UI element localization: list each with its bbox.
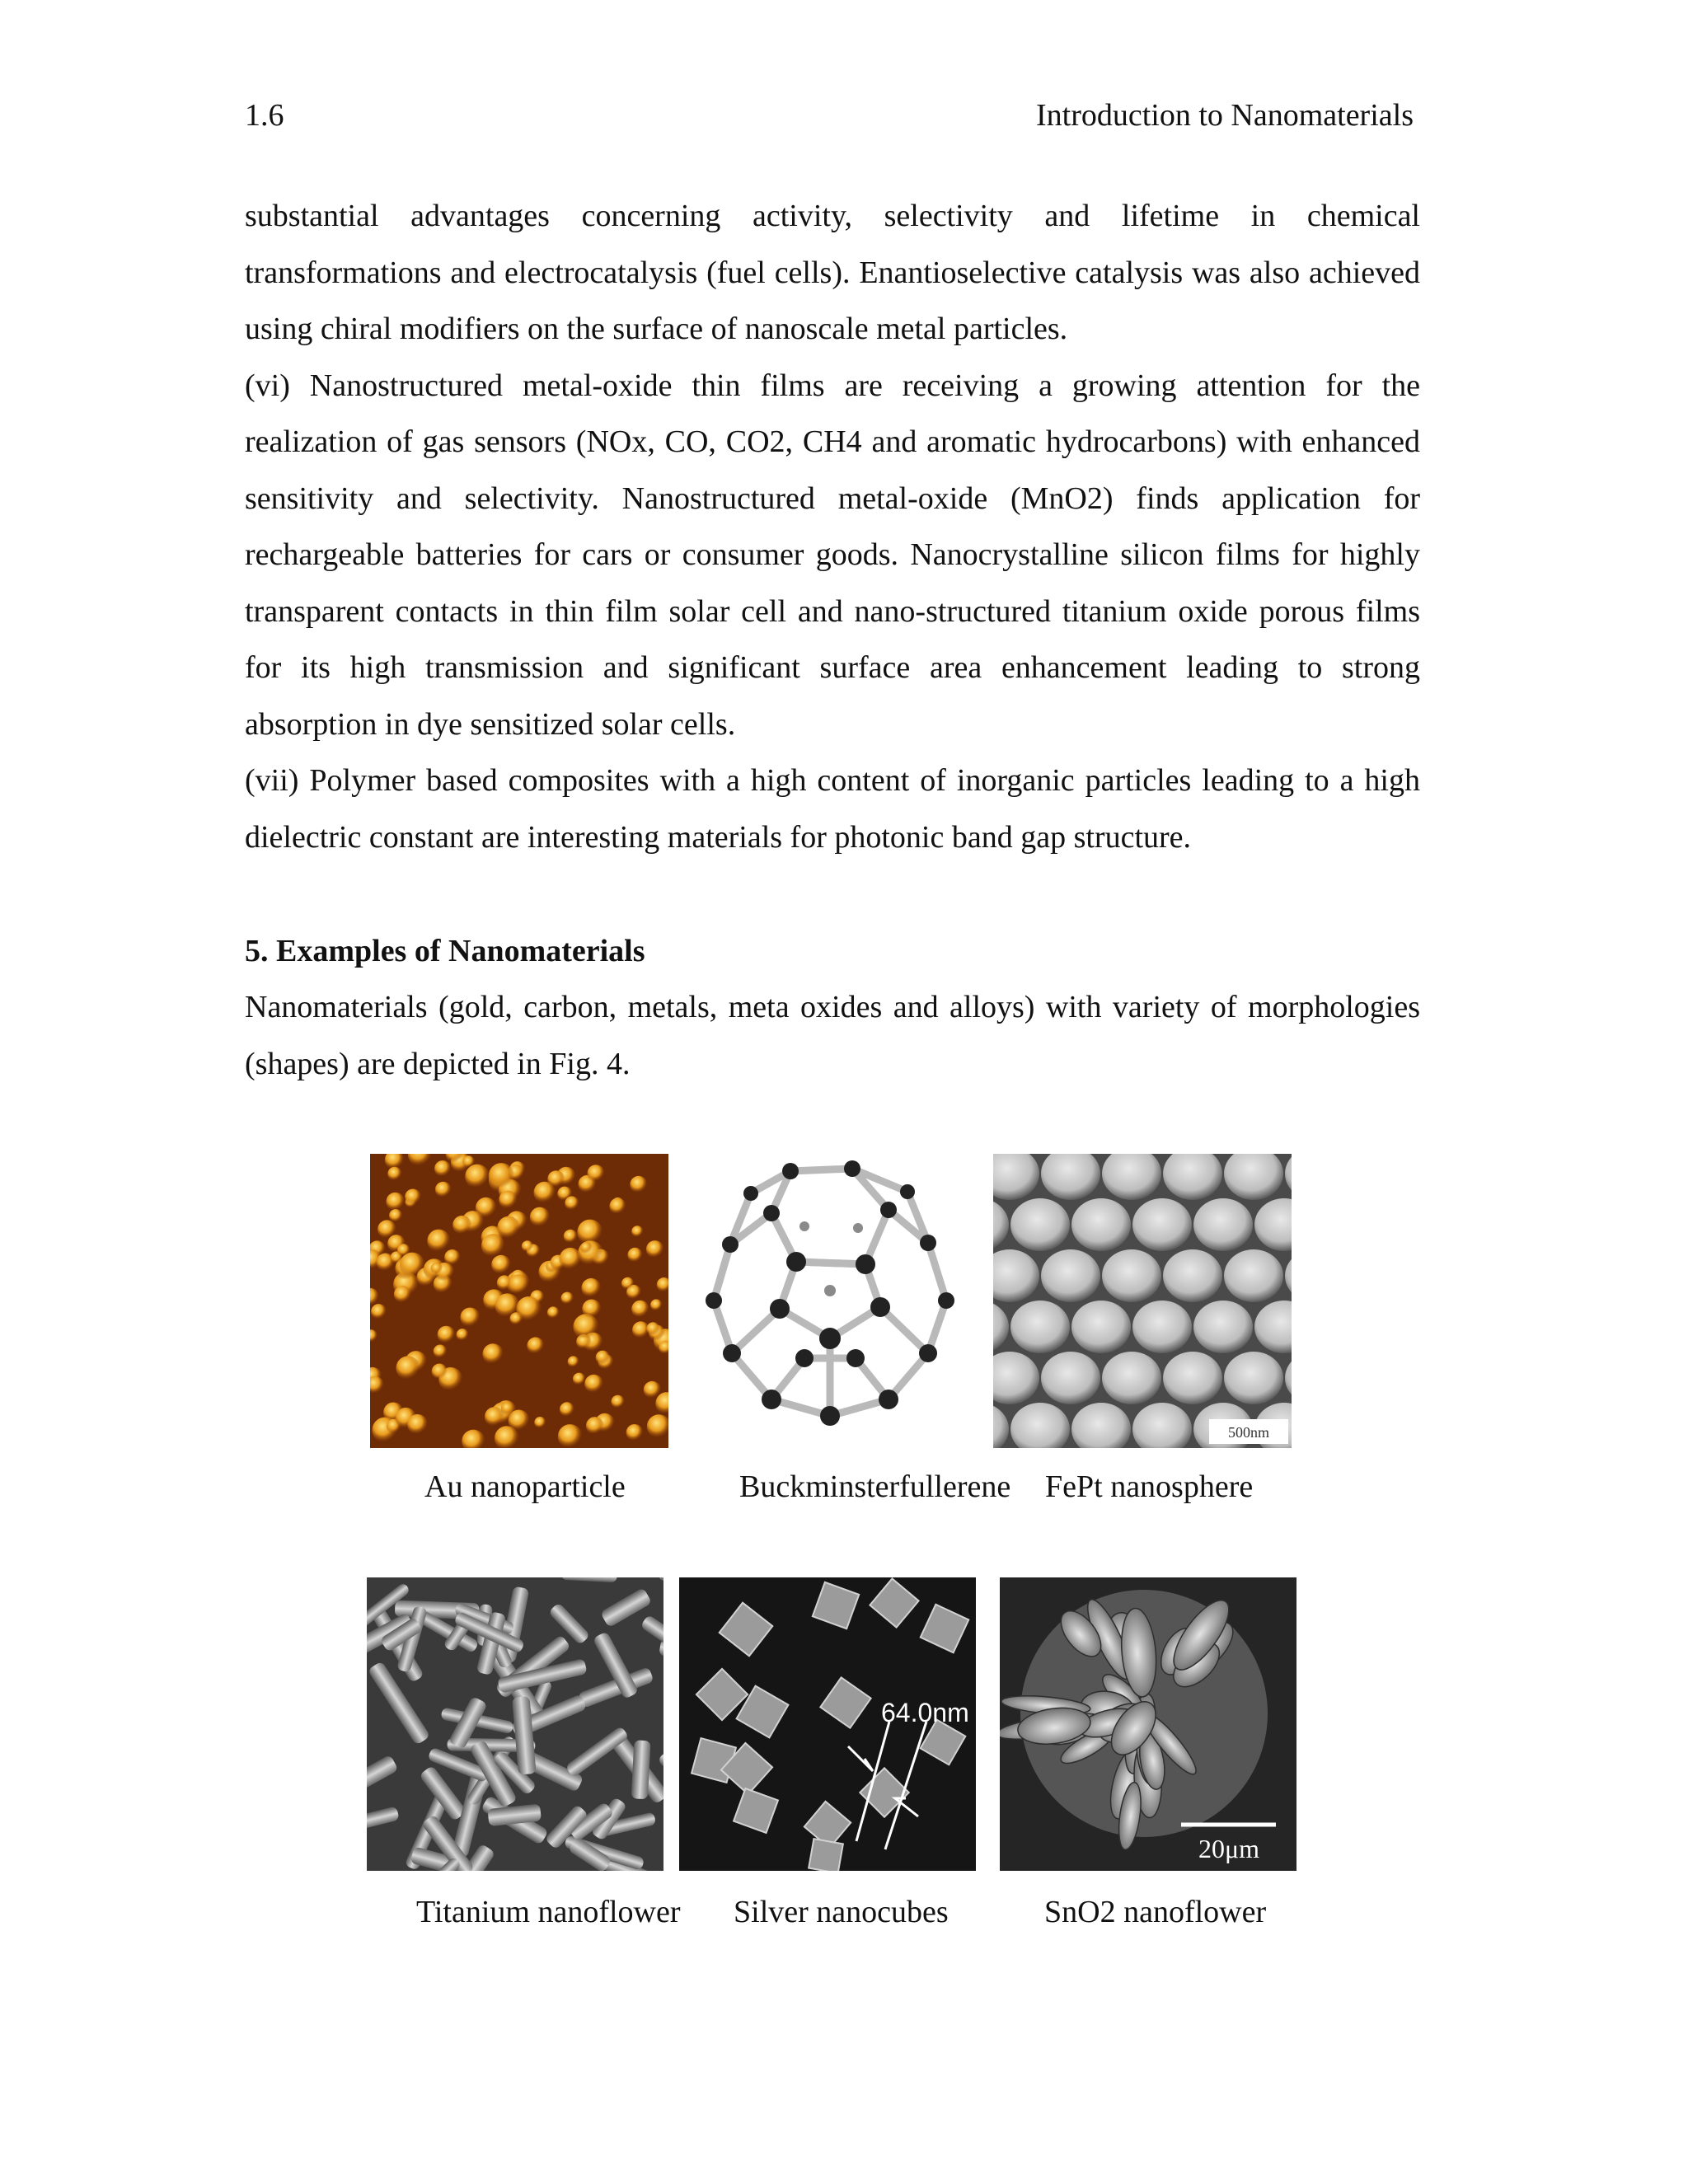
titanium-caption: Titanium nanoflower: [416, 1895, 681, 1929]
sno2-scale-label: 20μm: [1198, 1834, 1260, 1863]
silver-nanocubes-image: [679, 1577, 976, 1871]
silver-caption: Silver nanocubes: [734, 1895, 949, 1929]
section-text: [245, 979, 1420, 1092]
paragraph: substantial advantages concerning activity, selectivity and lifetime in chemical transformations and electrocatalysis (fuel cells). Enantioselective catalysis was also achieved using chiral modifiers on the surface of nanoscale metal particles.: [245, 199, 1420, 346]
paragraph: (vii) Polymer based composites with a high content of inorganic particles leading to a high dielectric constant are interesting materials for photonic band gap structure.: [245, 763, 1420, 855]
paragraph: Nanomaterials (gold, carbon, metals, meta oxides and alloys) with variety of morphologies (shapes) are depicted in Fig. 4.: [245, 990, 1420, 1081]
fullerene-caption: Buckminsterfullerene: [739, 1469, 1011, 1504]
section-heading: 5. Examples of Nanomaterials: [245, 934, 645, 968]
fept-nanosphere-image: [993, 1154, 1292, 1448]
titanium-nanoflower-image: [367, 1577, 663, 1871]
fept-caption: FePt nanosphere: [1045, 1469, 1254, 1504]
page-header: [245, 97, 1414, 138]
au-nanoparticle-image: [370, 1154, 668, 1448]
silver-measure-label: 64.0nm: [881, 1698, 969, 1727]
sno2-caption: SnO2 nanoflower: [1044, 1895, 1267, 1929]
body-text: [245, 188, 1420, 865]
fullerene-image: [681, 1152, 979, 1451]
page-number: 1.6: [245, 98, 284, 133]
paragraph: (vi) Nanostructured metal-oxide thin films are receiving a growing attention for the realization of gas sensors (NOx, CO, CO2, CH4 and aromatic hydrocarbons) with enhanced sensitivity and selectivity. Nanostructured metal-oxide (MnO2) finds application for rechargeable batteries for cars or consumer goods. Nanocrystalline silicon films for highly transparent contacts in thin film solar cell and nano-structured titanium oxide porous films for its high transmission and significant surface area enhancement leading to strong absorption in dye sensitized solar cells.: [245, 368, 1420, 742]
sno2-nanoflower-image: [1000, 1577, 1296, 1871]
au-caption: Au nanoparticle: [424, 1469, 626, 1504]
running-title: Introduction to Nanomaterials: [1036, 98, 1414, 133]
fept-scale-label: 500nm: [1227, 1424, 1270, 1441]
